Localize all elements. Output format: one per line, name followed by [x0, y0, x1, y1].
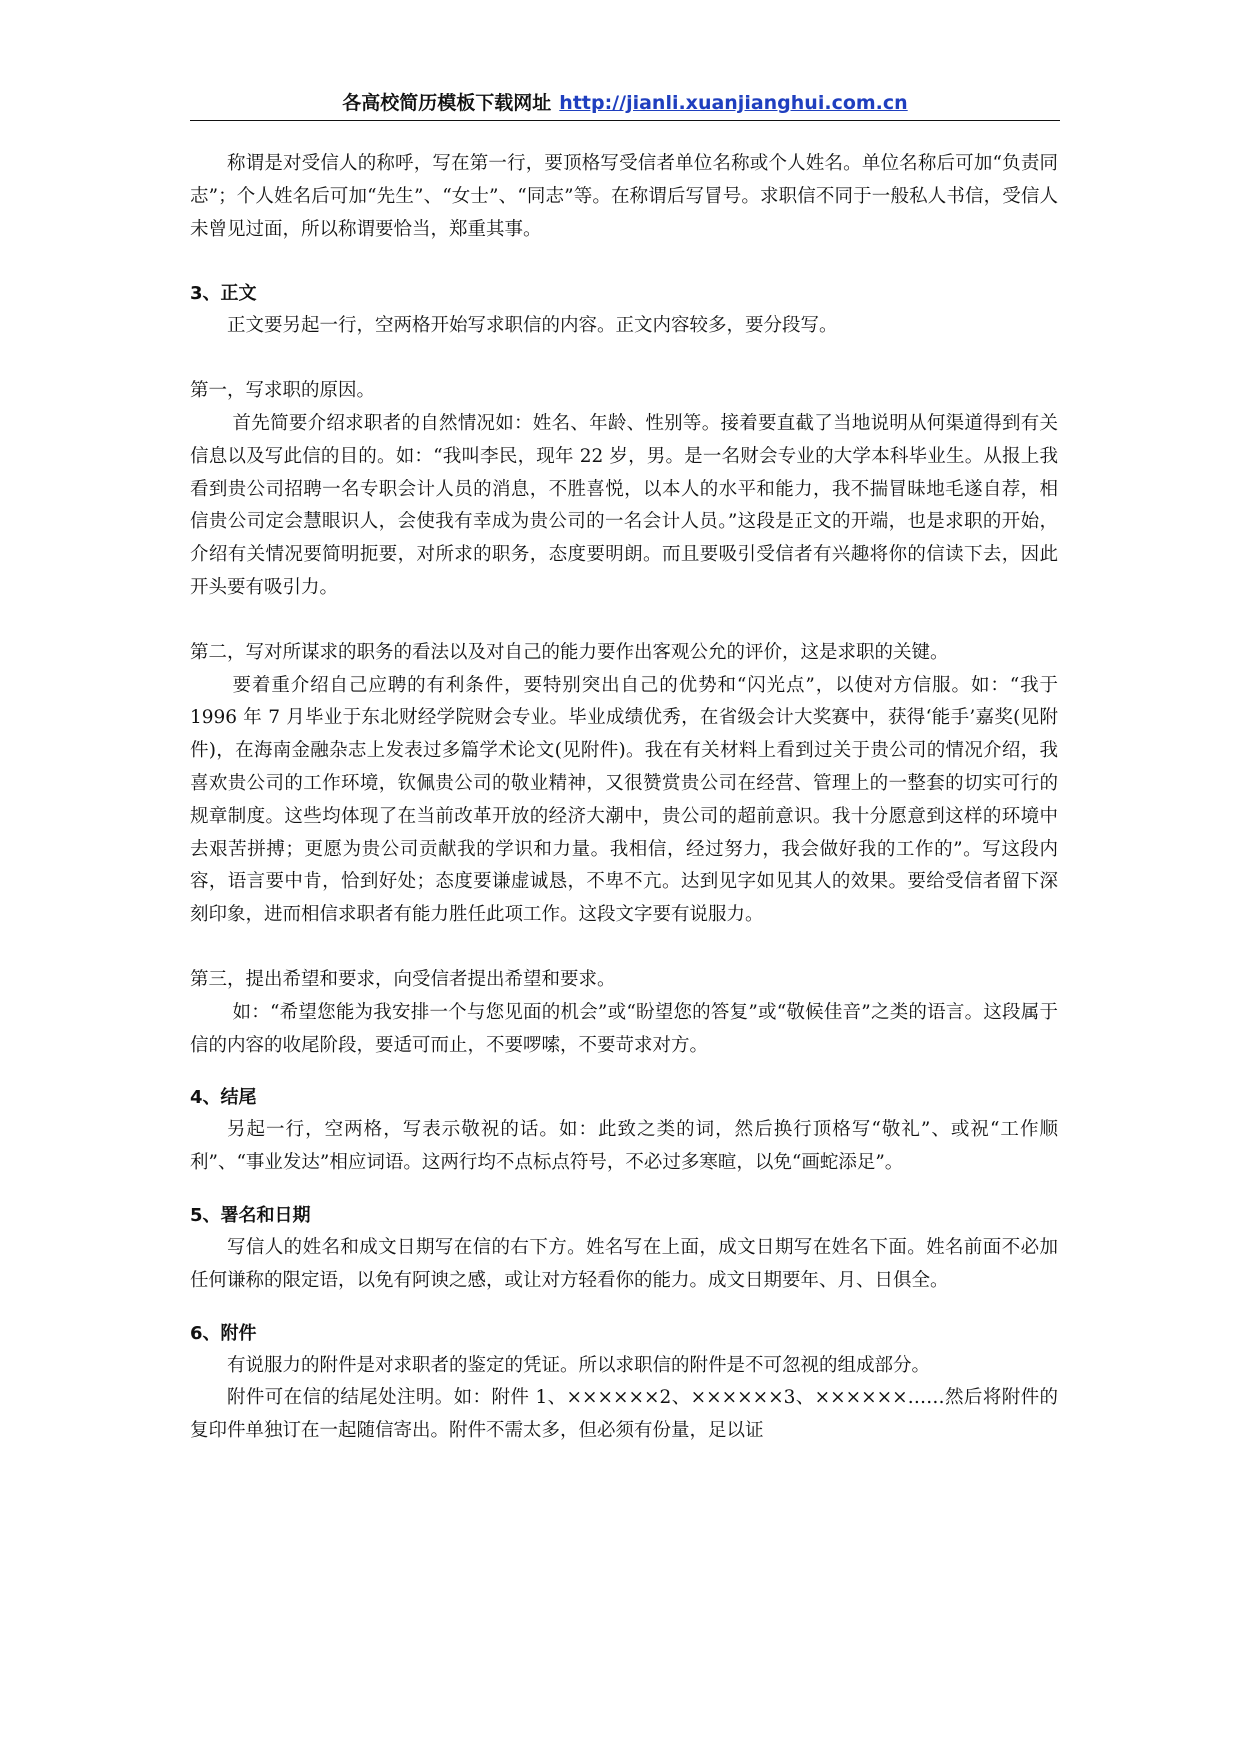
- point-three-title: 第三，提出希望和要求，向受信者提出希望和要求。: [190, 968, 616, 990]
- document-body: [190, 148, 1058, 1448]
- point-one-title: 第一，写求职的原因。: [190, 380, 376, 402]
- spacer: [190, 932, 1058, 964]
- section-body-intro: 正文要另起一行，空两格开始写求职信的内容。正文内容较多，要分段写。: [227, 315, 838, 337]
- attachments-body-2: 附件可在信的结尾处注明。如：附件 1、××××××2、××××××3、××××××……然后将附件的复印件单独订在一起随信寄出。附件不需太多，但必须有份量，足以证: [190, 1387, 1058, 1442]
- section-heading-body: 3、正文: [190, 283, 257, 305]
- section-heading-closing: 4、结尾: [190, 1087, 257, 1109]
- spacer: [190, 1180, 1058, 1200]
- header-title: 各高校简历模板下载网址: [342, 92, 552, 114]
- spacer: [190, 1298, 1058, 1318]
- header-url-link[interactable]: http://jianli.xuanjianghui.com.cn: [559, 92, 908, 114]
- header-divider: [190, 120, 1060, 121]
- section-heading-signature: 5、署名和日期: [190, 1204, 311, 1226]
- point-two-title: 第二，写对所谋求的职务的看法以及对自己的能力要作出客观公允的评价，这是求职的关键。: [190, 641, 949, 663]
- spacer: [190, 246, 1058, 278]
- page-header: [190, 88, 1060, 122]
- closing-body: 另起一行，空两格，写表示敬祝的话。如：此致之类的词，然后换行顶格写“敬礼”、或祝“工作顺利”、“事业发达”相应词语。这两行均不点标点符号，不必过多寒暄，以免“画蛇添足”。: [190, 1119, 1058, 1174]
- section-heading-attachments: 6、附件: [190, 1322, 257, 1344]
- spacer: [190, 1062, 1058, 1082]
- attachments-body-1: 有说服力的附件是对求职者的鉴定的凭证。所以求职信的附件是不可忽视的组成部分。: [227, 1354, 931, 1376]
- signature-body: 写信人的姓名和成文日期写在信的右下方。姓名写在上面，成文日期写在姓名下面。姓名前面不必加任何谦称的限定语，以免有阿谀之感，或让对方轻看你的能力。成文日期要年、月、日俱全。: [190, 1236, 1058, 1291]
- spacer: [190, 605, 1058, 637]
- point-three-body: 如：“希望您能为我安排一个与您见面的机会”或“盼望您的答复”或“敬候佳音”之类的语言。这段属于信的内容的收尾阶段，要适可而止，不要啰嗦，不要苛求对方。: [190, 1001, 1058, 1056]
- spacer: [190, 343, 1058, 375]
- salutation-paragraph: 称谓是对受信人的称呼，写在第一行，要顶格写受信者单位名称或个人姓名。单位名称后可加“负责同志”；个人姓名后可加“先生”、“女士”、“同志”等。在称谓后写冒号。求职信不同于一般私人书信，受信人未曾见过面，所以称谓要恰当，郑重其事。: [190, 153, 1058, 240]
- point-one-body: 首先简要介绍求职者的自然情况如：姓名、年龄、性别等。接着要直截了当地说明从何渠道得到有关信息以及写此信的目的。如：“我叫李民，现年 22 岁，男。是一名财会专业的大学本科毕业生。从报上我看到贵公司招聘一名专职会计人员的消息，不胜喜悦，以本人的水平和能力，我不揣冒昧地毛遂自荐，相信贵公司定会慧眼识人，会使我有幸成为贵公司的一名会计人员。”这段是正文的开端，也是求职的开始，介绍有关情况要简明扼要，对所求的职务，态度要明朗。而且要吸引受信者有兴趣将你的信读下去，因此开头要有吸引力。: [190, 412, 1058, 598]
- point-two-body: 要着重介绍自己应聘的有利条件，要特别突出自己的优势和“闪光点”，以使对方信服。如：“我于 1996 年 7 月毕业于东北财经学院财会专业。毕业成绩优秀，在省级会计大奖赛中，获得‘能手’嘉奖(见附件)，在海南金融杂志上发表过多篇学术论文(见附件)。我在有关材料上看到过关于贵公司的情况介绍，我喜欢贵公司的工作环境，钦佩贵公司的敬业精神，又很赞赏贵公司在经营、管理上的一整套的切实可行的规章制度。这些均体现了在当前改革开放的经济大潮中，贵公司的超前意识。我十分愿意到这样的环境中去艰苦拼搏；更愿为贵公司贡献我的学识和力量。我相信，经过努力，我会做好我的工作的”。写这段内容，语言要中肯，恰到好处；态度要谦虚诚恳，不卑不亢。达到见字如见其人的效果。要给受信者留下深刻印象，进而相信求职者有能力胜任此项工作。这段文字要有说服力。: [190, 674, 1058, 926]
